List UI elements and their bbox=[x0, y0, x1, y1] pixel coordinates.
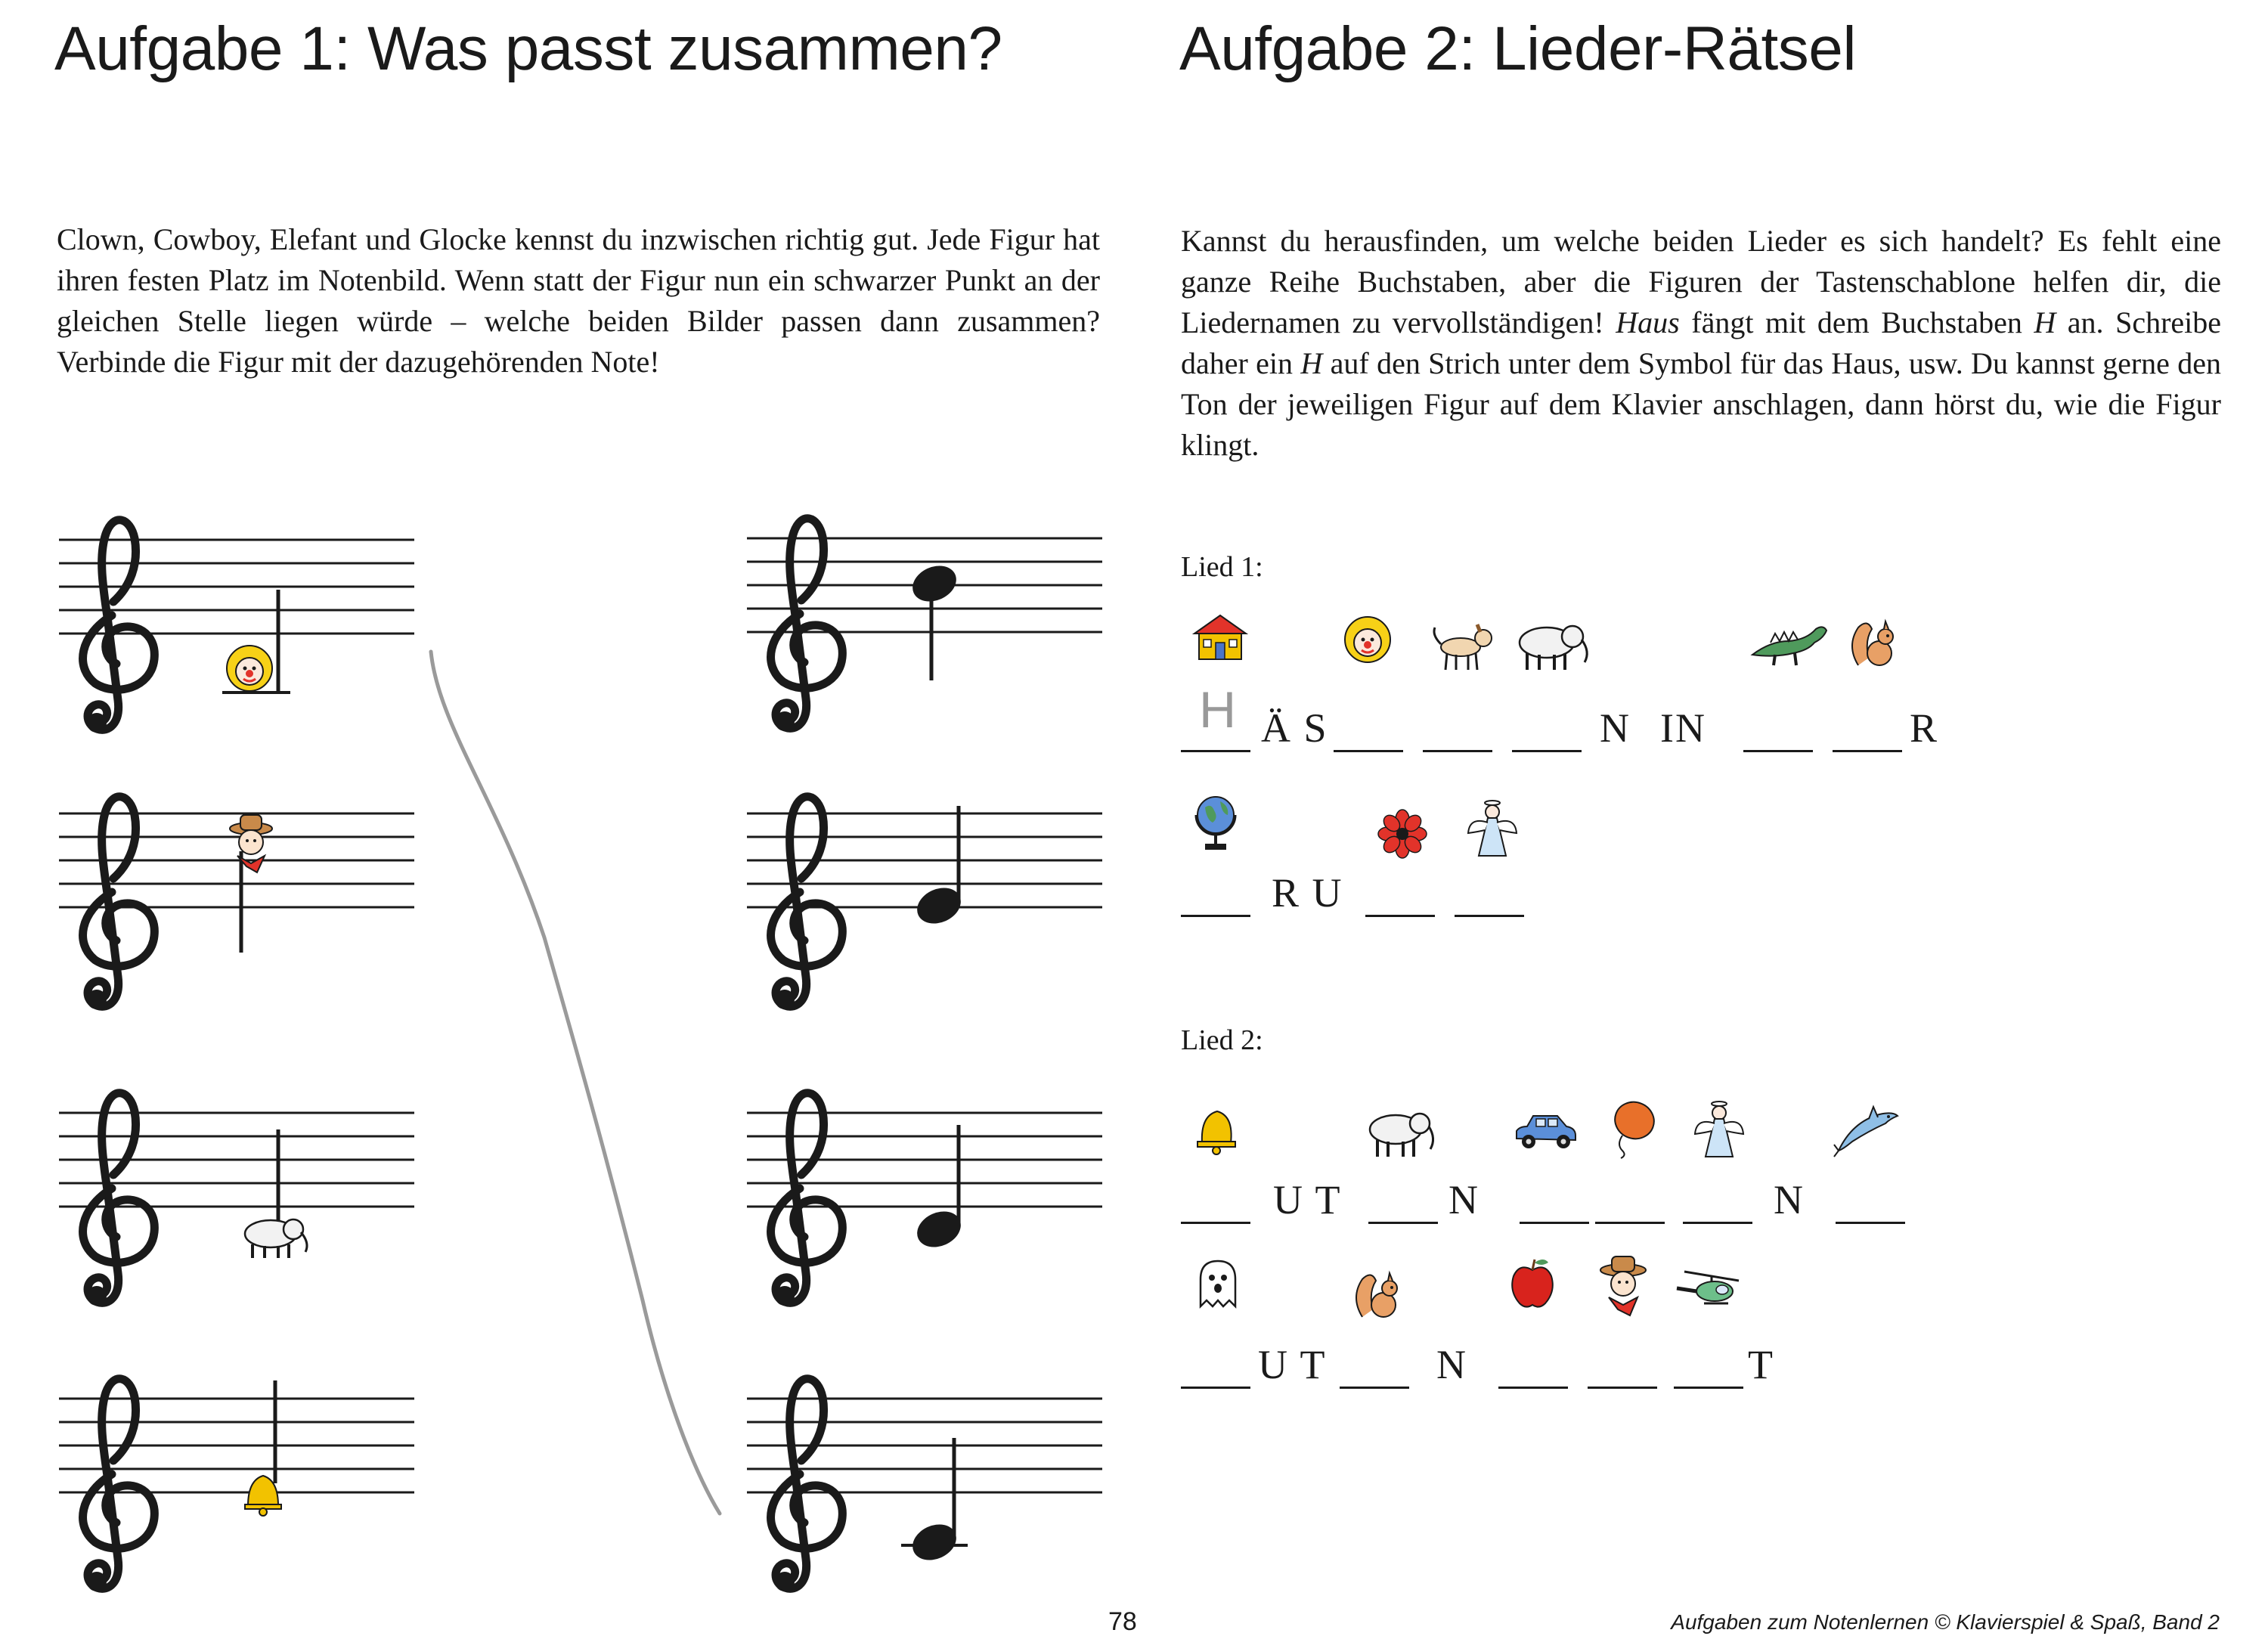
lied2-row1: U T N N bbox=[0, 0, 2268, 1636]
lied1-row1: H Ä S N IN R bbox=[0, 0, 2268, 1636]
handwritten-h: H bbox=[1199, 681, 1238, 739]
lied2-row2: U T N T bbox=[0, 0, 2268, 1636]
lied2-label: Lied 2: bbox=[1181, 1024, 1263, 1056]
bell-icon bbox=[1193, 1107, 1240, 1157]
squirrel-icon bbox=[1849, 615, 1899, 671]
note-head[interactable] bbox=[907, 559, 962, 609]
task2-instructions: Kannst du herausfinden, um welche beiden Lieder es sich handelt? Es fehlt eine ganze Reihe Buchstaben, aber die Figuren der Tastenschablone helfen dir, die Liedernamen zu vervollständigen! Haus fängt mit dem Buchstaben H an. Schreibe daher ein H auf den Strich unter dem Symbol für das Haus, usw. Du kannst gerne den Ton der jeweiligen Figur auf dem Klavier anschlagen, dann hörst du, wie die Figur klingt. bbox=[1181, 224, 2222, 462]
helicopter-icon bbox=[1674, 1266, 1746, 1314]
car-icon bbox=[1514, 1111, 1579, 1154]
dolphin-icon bbox=[1833, 1104, 1901, 1158]
page-number: 78 bbox=[1108, 1607, 1137, 1636]
lied1-row2: R U bbox=[0, 0, 2268, 1636]
angel-icon bbox=[1692, 1098, 1746, 1161]
dog-icon bbox=[1429, 623, 1497, 673]
task1-instructions: Clown, Cowboy, Elefant und Glocke kennst du inzwischen richtig gut. Jede Figur hat ihren festen Platz im Notenbild. Wenn statt der Figur nun ein schwarzer Punkt an der gleichen Stelle liegen würde – welche beiden Bilder passen dann zusammen? Verbinde die Figur mit der dazugehörenden Note! bbox=[57, 222, 1100, 379]
footer-credit: Aufgaben zum Notenlernen © Klavierspiel & Spaß, Band 2 bbox=[1671, 1610, 2220, 1634]
task1-title: Aufgabe 1: Was passt zusammen? bbox=[54, 14, 1002, 83]
lied1-label: Lied 1: bbox=[1181, 551, 1263, 583]
flower-icon bbox=[1377, 809, 1427, 859]
clown-icon bbox=[1343, 614, 1393, 667]
balloon-icon bbox=[1606, 1099, 1659, 1160]
right-staff-1 bbox=[747, 473, 1110, 738]
right-staff-3 bbox=[747, 1046, 1110, 1311]
right-staff-2 bbox=[747, 753, 1110, 1018]
angel-icon bbox=[1465, 797, 1520, 860]
elephant-icon bbox=[1361, 1107, 1439, 1160]
task2-title: Aufgabe 2: Lieder-Rätsel bbox=[1179, 14, 1857, 83]
globe-icon bbox=[1191, 792, 1241, 853]
house-icon bbox=[1190, 611, 1250, 664]
dinosaur-icon bbox=[1748, 618, 1831, 667]
elephant-icon bbox=[1510, 618, 1594, 673]
squirrel-icon bbox=[1353, 1267, 1403, 1323]
right-staff-4 bbox=[747, 1332, 1110, 1597]
apple-icon bbox=[1507, 1256, 1557, 1311]
ghost-icon bbox=[1193, 1258, 1243, 1311]
cowboy-icon bbox=[1597, 1255, 1650, 1317]
